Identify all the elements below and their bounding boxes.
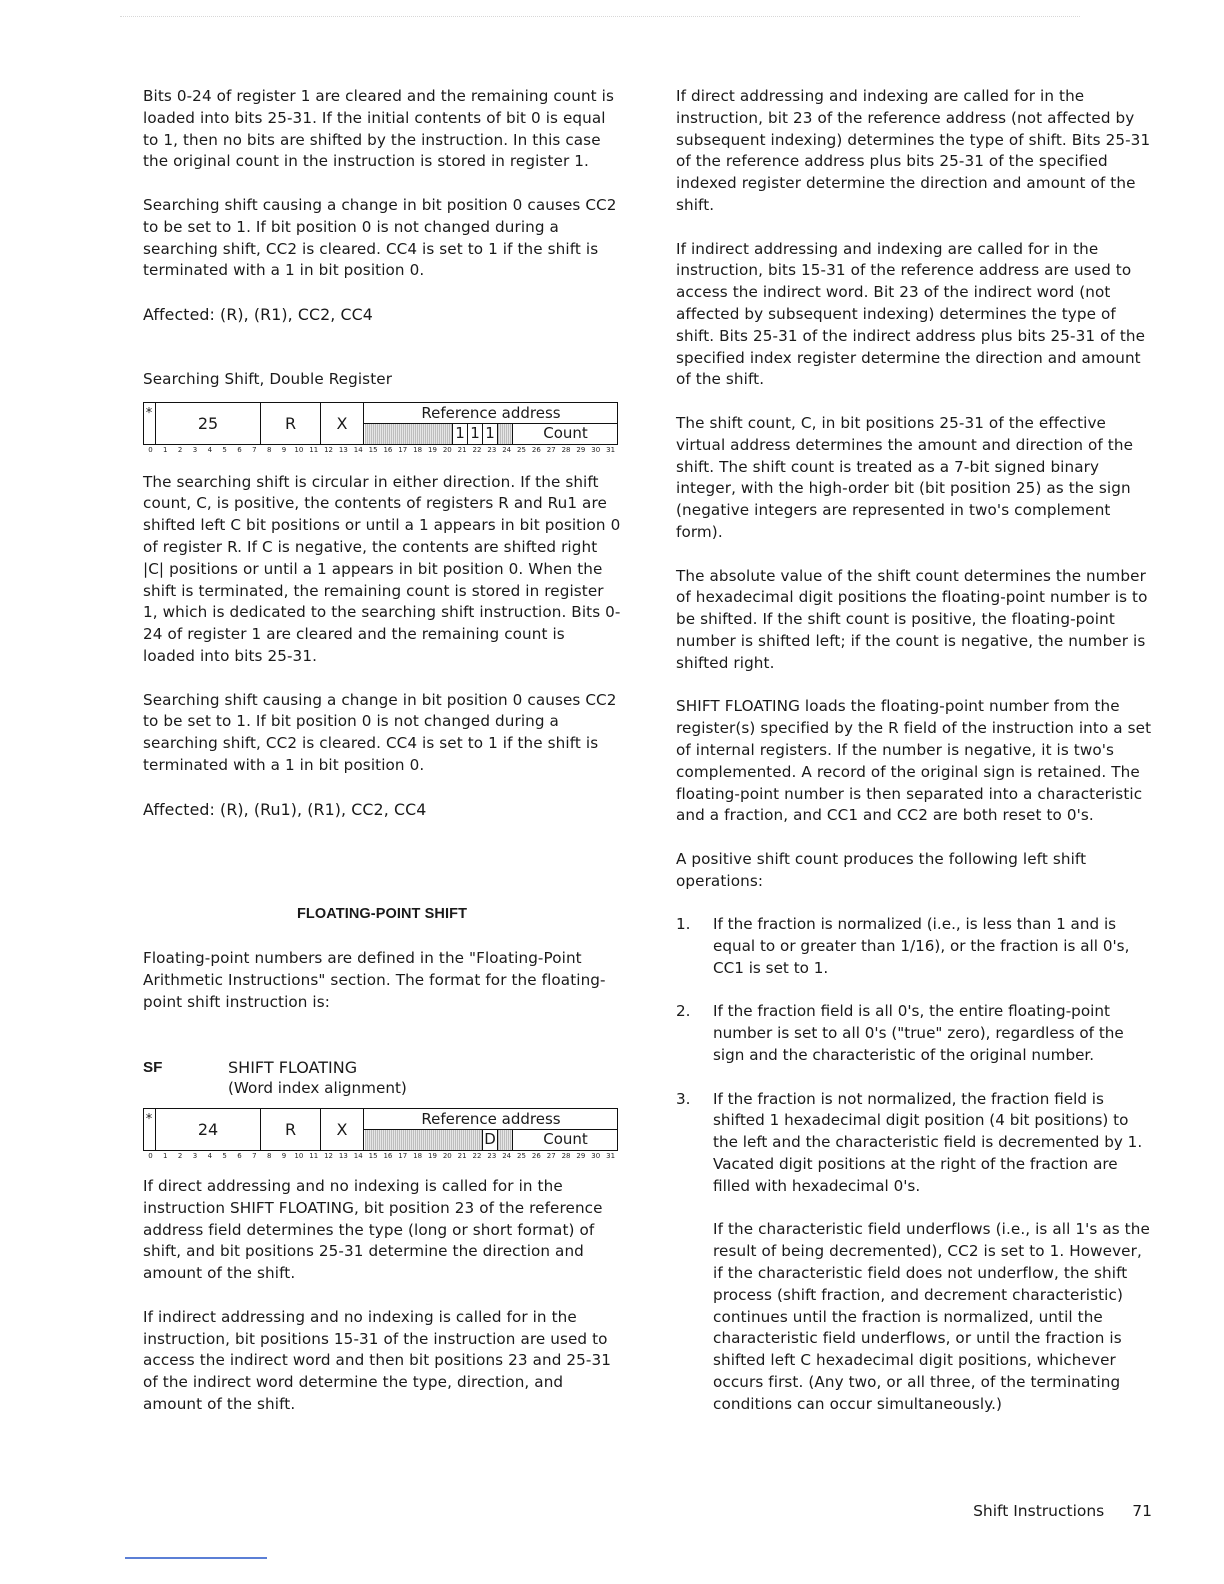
bit-value: 1 — [485, 423, 495, 442]
numbered-list — [676, 914, 1154, 1197]
count-field: Count — [543, 423, 588, 442]
bit-value: 1 — [455, 423, 465, 442]
instruction-mnemonic: SF — [143, 1058, 163, 1076]
bit-number-scale: 0 1 2 3 4 5 6 7 8 9 10 11 12 13 14 15 16 17 18 19 20 21 22 23 24 25 26 27 28 29 30 31 — [148, 445, 616, 454]
list-item: 3. If the fraction is not normalized, the fraction field is shifted 1 hexadecimal digit position (4 bit positions) to the left and the characteristic field is decremented by 1. Vacated digit positions at the right of the fraction are filled with hexadecimal 0's. — [676, 1089, 1143, 1195]
scan-artifact-bar — [125, 1557, 267, 1559]
footer-section: Shift Instructions — [973, 1502, 1105, 1520]
instruction-format-diagram — [143, 402, 618, 458]
opcode-field: 24 — [156, 1108, 261, 1151]
affected-line: Affected: (R), (Ru1), (R1), CC2, CC4 — [143, 799, 427, 819]
paragraph: If indirect addressing and no indexing is called for in the instruction, bit positions 15-31 of the instruction are used to access the indirect word and then bit positions 23 and 25-31 of the indirect word determine the type, direction, and amount of the shift. — [143, 1307, 612, 1414]
paragraph: If direct addressing and no indexing is called for in the instruction SHIFT FLOATING, bit position 23 of the reference address field determines the type (long or short format) of shift, and bit positions 25-31 determine the direction and amount of the shift. — [143, 1177, 603, 1283]
list-item: 1. If the fraction is normalized (i.e., is less than 1 and is equal to or greater than 1/16), or the fraction is all 0's, CC1 is set to 1. — [676, 915, 1130, 977]
paragraph: The absolute value of the shift count determines the number of hexadecimal digit positions the floating-point number is to be shifted. If the shift count is positive, the floating-point number is shifted left; if the count is negative, the number is shifted right. — [676, 566, 1148, 672]
d-bit: D — [484, 1130, 496, 1149]
indirect-flag: * — [143, 402, 156, 445]
scan-artifact-line — [120, 16, 1080, 17]
bit-value: 1 — [470, 423, 480, 442]
paragraph: If direct addressing and indexing are called for in the instruction, bit 23 of the reference address (not affected by subsequent indexing) determines the type of shift. Bits 25-31 of the reference address plus bits 25-31 of the specified indexed register determine the direction and amount of the shift. — [676, 87, 1151, 214]
instruction-header — [143, 1057, 621, 1101]
page-footer — [973, 1502, 1152, 1520]
paragraph: The shift count, C, in bit positions 25-31 of the effective virtual address determines the amount and direction of the shift. The shift count is treated as a 7-bit signed binary integer, with the high-order bit (bit position 25) as the sign (negative integers are represented in two's complement form). — [676, 413, 1134, 541]
paragraph: SHIFT FLOATING loads the floating-point number from the register(s) specified by the R field of the instruction into a set of internal registers. If the number is negative, it is two's complemented. A record of the original sign is retained. The floating-point number is then separated into a characteristic and a fraction, and CC1 and CC2 are both reset to 0's. — [676, 697, 1152, 825]
reference-address-label: Reference address — [421, 403, 561, 422]
r-field: R — [261, 1108, 321, 1151]
section-heading: FLOATING-POINT SHIFT — [296, 906, 468, 923]
page-number: 71 — [1132, 1502, 1152, 1520]
paragraph: Floating-point numbers are defined in the "Floating-Point Arithmetic Instructions" section. The format for the floating-point shift instruction is: — [143, 949, 606, 1011]
opcode-field: 25 — [156, 402, 261, 445]
paragraph: If the characteristic field underflows (i.e., is all 1's as the result of being decremented), CC2 is set to 1. However, if the characteristic field does not underflow, the shift process (shift fraction, and decrement characteristic) continues until the fraction is normalized, until the characteristic field underflows, or until the fraction is shifted left C hexadecimal digit positions, whichever occurs first. (Any two, or all three, of the terminating conditions can occur simultaneously.) — [713, 1220, 1150, 1413]
indirect-flag: * — [143, 1108, 156, 1151]
left-column — [143, 86, 621, 1416]
paragraph: Searching shift causing a change in bit position 0 causes CC2 to be set to 1. If bit position 0 is not changed during a searching shift, CC2 is cleared. CC4 is set to 1 if the shift is terminated with a 1 in bit position 0. — [143, 690, 617, 774]
paragraph: If indirect addressing and indexing are called for in the instruction, bits 15-31 of the reference address are used to access the indirect word. Bit 23 of the indirect word (not affected by subsequent indexing) determines the type of shift. Bits 25-31 of the indirect address plus bits 25-31 of the specified index register determine the direction and amount of the shift. — [676, 239, 1146, 389]
instruction-title: Searching Shift, Double Register — [143, 369, 393, 388]
x-field: X — [321, 1108, 364, 1151]
bit-number-scale: 0 1 2 3 4 5 6 7 8 9 10 11 12 13 14 15 16 17 18 19 20 21 22 23 24 25 26 27 28 29 30 31 — [148, 1152, 616, 1161]
paragraph: The searching shift is circular in either direction. If the shift count, C, is positive, the contents of registers R and Ru1 are shifted left C bit positions or until a 1 appears in bit position 0 of register R. If C is negative, the contents are shifted right |C| positions or until a 1 appears in bit position 0. When the shift is terminated, the remaining count is stored in register 1, which is dedicated to the searching shift instruction. Bits 0-24 of register 1 are cleared and the remaining count is loaded into bits 25-31. — [143, 472, 621, 665]
paragraph: Searching shift causing a change in bit position 0 causes CC2 to be set to 1. If bit position 0 is not changed during a searching shift, CC2 is cleared. CC4 is set to 1 if the shift is terminated with a 1 in bit position 0. — [143, 195, 617, 280]
instruction-format-diagram — [143, 1108, 618, 1164]
instruction-subtitle: (Word index alignment) — [228, 1079, 407, 1098]
list-item: 2. If the fraction field is all 0's, the entire floating-point number is set to all 0's ("true" zero), regardless of the sign and the characteristic of the original number. — [676, 1002, 1124, 1065]
paragraph: A positive shift count produces the following left shift operations: — [676, 849, 1087, 890]
paragraph: Bits 0-24 of register 1 are cleared and the remaining count is loaded into bits 25-31. If the initial contents of bit 0 is equal to 1, then no bits are shifted by the instruction. In this case the original count in the instruction is stored in register 1. — [143, 87, 614, 171]
count-field: Count — [543, 1130, 588, 1149]
affected-line: Affected: (R), (R1), CC2, CC4 — [143, 304, 373, 324]
r-field: R — [261, 402, 321, 445]
instruction-name: SHIFT FLOATING — [228, 1057, 358, 1077]
reference-address-label: Reference address — [421, 1110, 561, 1129]
right-column — [676, 86, 1154, 1416]
x-field: X — [321, 402, 364, 445]
